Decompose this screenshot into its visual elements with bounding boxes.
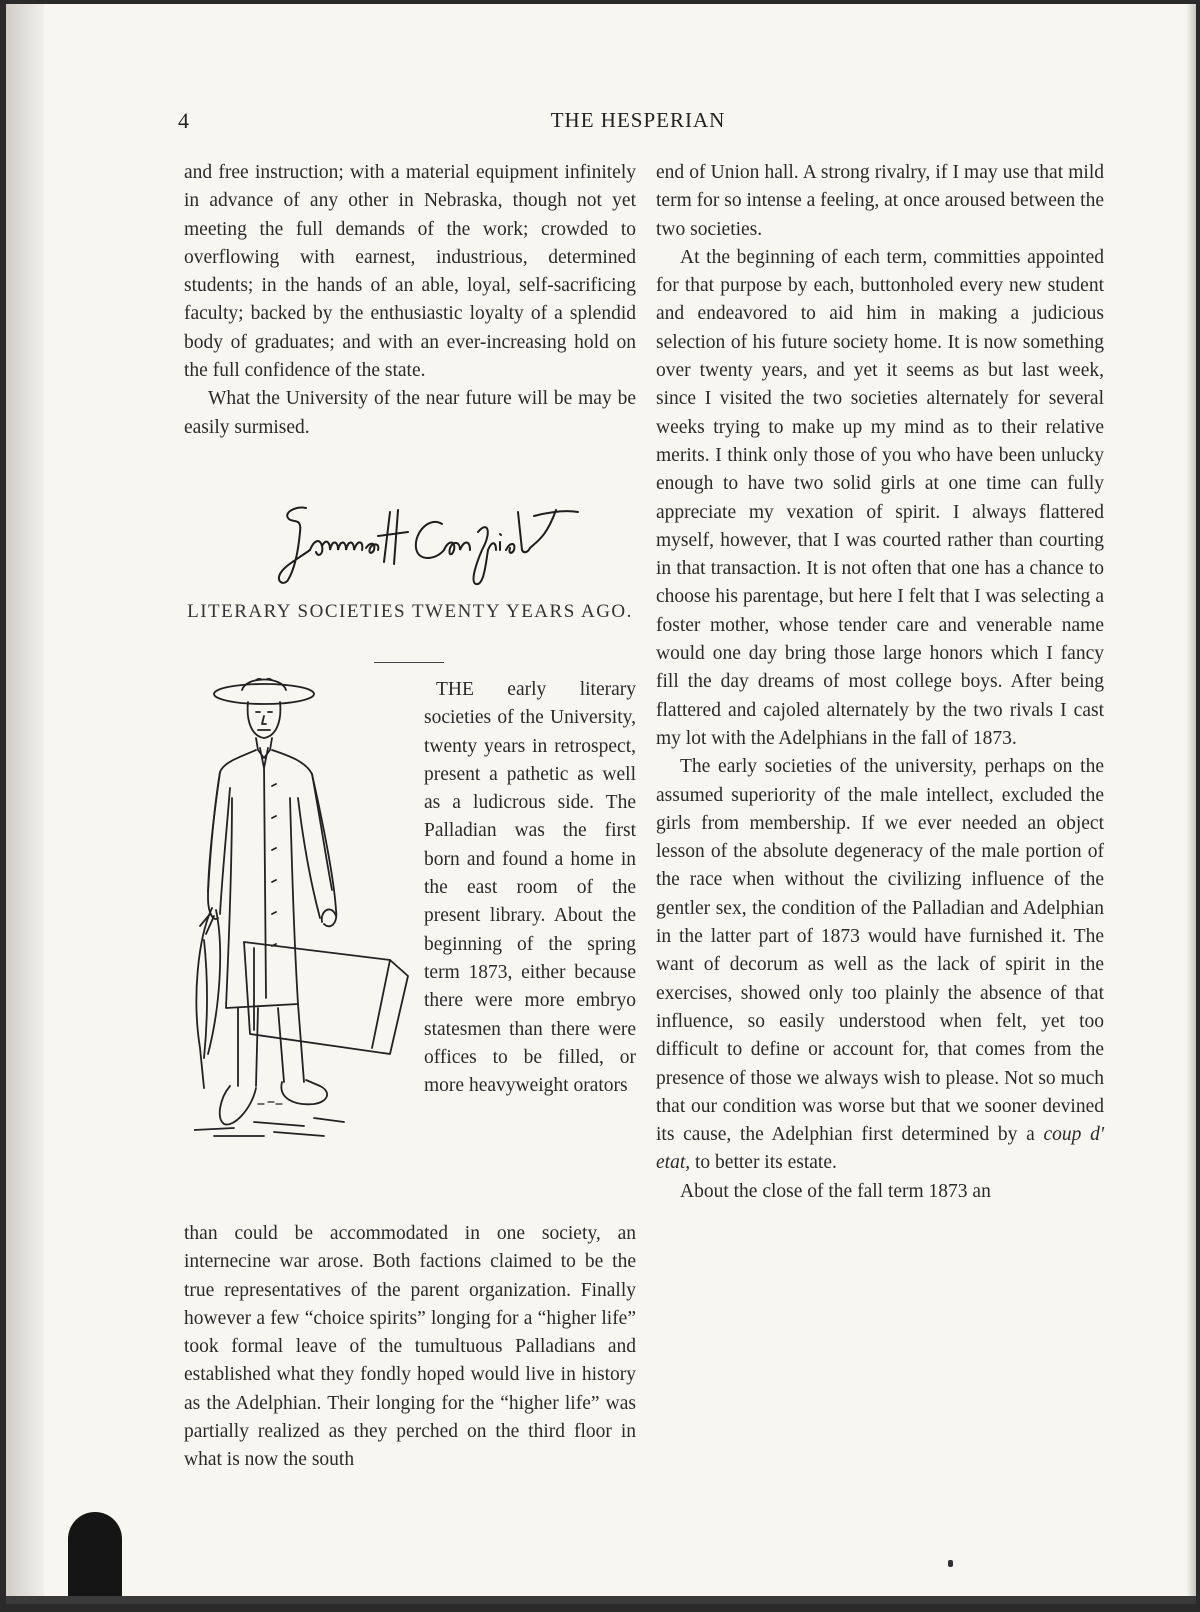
italic-phrase: coup d' etat, — [656, 1124, 1104, 1174]
article-text-beside-illustration — [424, 676, 636, 1100]
paragraph: than could be accommodated in one society, an internecine war arose. Both factions claimed to be the true representatives of the parent organization. Finally however a few “choice spirits” longing for a “higher life” took formal leave of the tumultuous Palladians and established what they fondly hoped would live in history as the Adelphian. Their longing for the “higher life” was partially realized as they perched on the third floor in what is now the south — [184, 1223, 636, 1471]
paragraph: At the beginning of each term, committies appointed for that purpose by each, buttonholed every new student and endeavored to aid him in making a judicious selection of his future society home. It is now something over twenty years, and yet it seems as but last week, since I visited the two societies alternately for several weeks trying to make up my mind as to their relative merits. I think only those of you who have been unlucky enough to have two solid girls at one time can fully appreciate my vexation of spirit. I always flattered myself, however, that I was courted rather than courting in that transaction. It is not often that one has a chance to choose his parentage, but here I felt that I was selecting a foster mother, whose tender care and venerable name would one day bring those large honors which I fancy fill the day dreams of most college boys. After being flattered and cajoled alternately by the two rivals I cast my lot with the Adelphians in the fall of 1873. — [656, 246, 1104, 749]
paragraph: end of Union hall. A strong rivalry, if I may use that mild term for so intense a feeling, at once aroused between the two societies. — [656, 162, 1104, 240]
paragraph: and free instruction; with a material equipment infinitely in advance of any other in Nebraska, though not yet meeting the full demands of the work; crowded to overflowing with earnest, industrious, determined students; in the hands of an able, loyal, self-sacrificing faculty; backed by the enthusiastic loyalty of a splendid body of graduates; and with an ever-increasing hold on the full confidence of the state. — [184, 162, 636, 382]
scanned-page — [6, 4, 1196, 1604]
running-head: THE HESPERIAN — [550, 108, 726, 132]
article-title: LITERARY SOCIETIES TWENTY YEARS AGO. — [187, 601, 633, 622]
paragraph-text: to better its estate. — [690, 1152, 837, 1174]
signature-image — [266, 502, 586, 588]
scan-bottom-border — [6, 1596, 1196, 1604]
page-edge-shadow — [1186, 4, 1196, 1604]
ink-speck — [948, 1560, 953, 1567]
paragraph-text: The early societies of the university, perhaps on the assumed superiority of the male intellect, excluded the girls from membership. If we ever needed an object lesson of the absolute degeneracy of the male portion of the race when without the civilizing influence of the gentler sex, the condition of the Palladian and Adelphian in the latter part of 1873 would have furnished it. The want of decorum as well as the lack of spirit in the exercises, showed only too plainly the absence of that influence, so easily understood when felt, yet too difficult to define or account for, that comes from the presence of those we always wish to please. Not so much that our condition was worse but that we sooner devined its cause, the Adelphian first determined by a — [656, 756, 1104, 1146]
page-number: 4 — [178, 108, 189, 133]
paragraph — [656, 753, 1104, 1177]
page-gutter-shadow — [6, 4, 44, 1604]
paragraph: About the close of the fall term 1873 an — [680, 1180, 991, 1202]
left-column-intro — [184, 159, 636, 442]
scanner-thumb-shadow — [68, 1512, 122, 1604]
article-text-below-illustration — [184, 1220, 636, 1475]
paragraph: THE early literary societies of the University, twenty years in retrospect, present a pathetic as well as a ludicrous side. The Palladian was the first born and found a home in the east room of the present library. About the beginning of the spring term 1873, either because there were more embryo statesmen than there were offices to be filled, or more heavyweight orators — [424, 679, 636, 1097]
paragraph: What the University of the near future will be may be easily surmised. — [184, 388, 636, 438]
student-illustration — [194, 678, 424, 1198]
title-divider — [374, 662, 444, 663]
right-column — [656, 159, 1104, 1206]
